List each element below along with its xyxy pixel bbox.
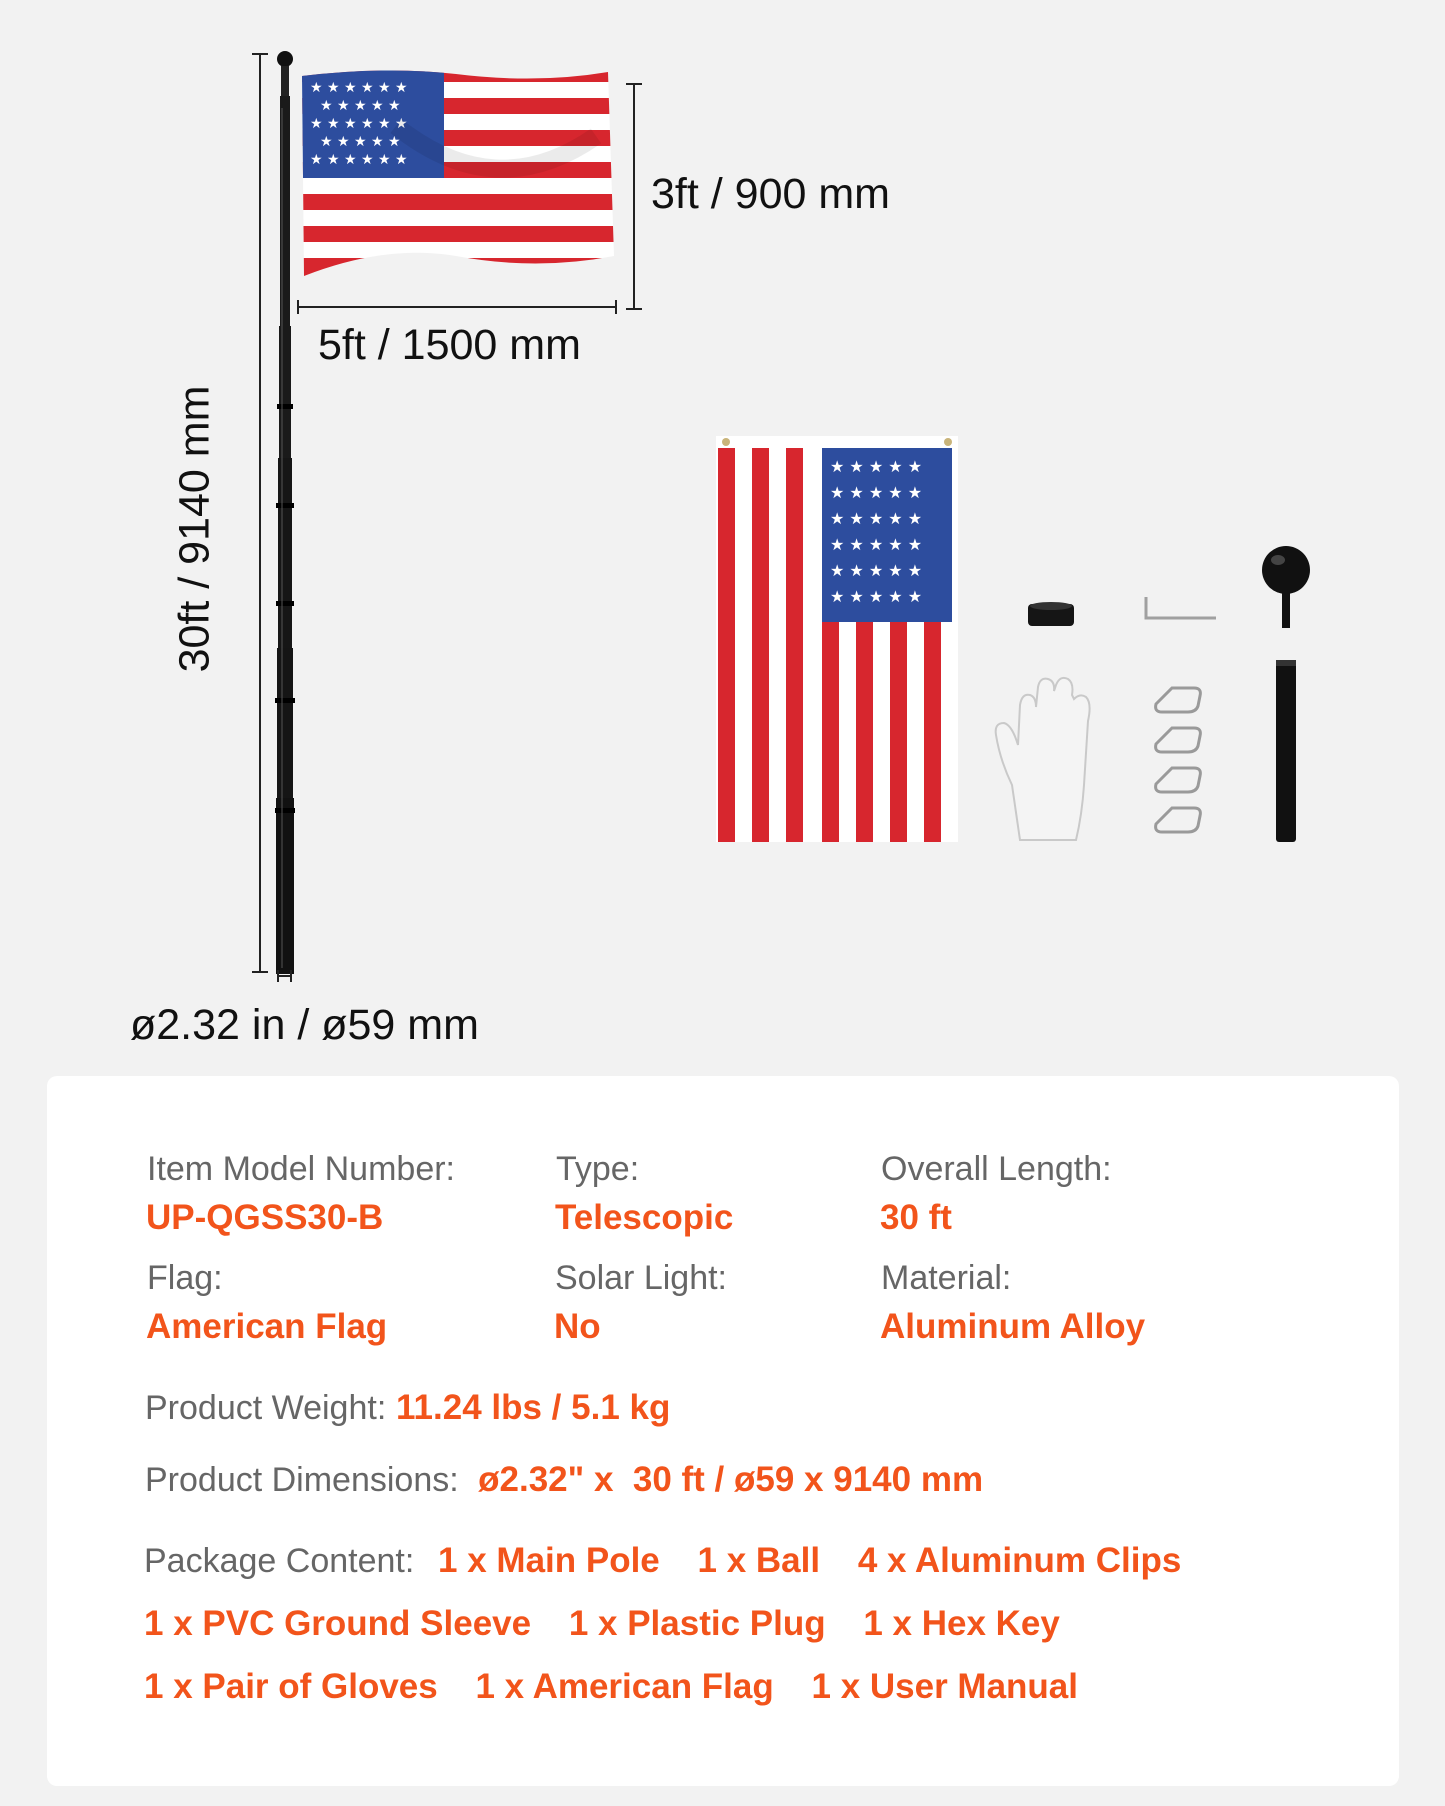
- hanging-american-flag: [716, 436, 958, 842]
- svg-text:★ ★ ★ ★ ★: ★ ★ ★ ★ ★: [830, 509, 923, 528]
- flag-label: Flag:: [147, 1259, 223, 1297]
- package-row-2: [144, 1604, 1088, 1644]
- product-dimensions-value: ø2.32" x 30 ft / ø59 x 9140 mm: [478, 1460, 984, 1499]
- flag-width-tick-right: [615, 300, 617, 314]
- svg-text:★ ★ ★ ★ ★: ★ ★ ★ ★ ★: [830, 561, 923, 580]
- pole-diameter-label: ø2.32 in / ø59 mm: [130, 1001, 479, 1049]
- package-row-3: [144, 1667, 1106, 1707]
- svg-text:★ ★ ★ ★ ★ ★: ★ ★ ★ ★ ★ ★: [310, 152, 408, 168]
- plastic-plug-icon: [1026, 600, 1076, 628]
- product-weight-label: Product Weight:: [145, 1389, 387, 1427]
- pole-length-tick-top: [252, 53, 268, 55]
- svg-text:★ ★ ★ ★ ★ ★: ★ ★ ★ ★ ★ ★: [310, 116, 408, 132]
- package-item: 1 x American Flag: [475, 1667, 774, 1706]
- ground-sleeve-icon: [1274, 660, 1298, 842]
- svg-text:★ ★ ★ ★ ★: ★ ★ ★ ★ ★: [830, 457, 923, 476]
- aluminum-clips-icon: [1150, 684, 1206, 844]
- product-weight-value: 11.24 lbs / 5.1 kg: [396, 1388, 671, 1427]
- pole-length-tick-bottom: [252, 971, 268, 973]
- pole-length-label: 30ft / 9140 mm: [170, 385, 219, 673]
- package-item: 1 x Main Pole: [438, 1541, 660, 1580]
- flag-value: American Flag: [146, 1307, 388, 1346]
- flag-width-label: 5ft / 1500 mm: [318, 321, 581, 369]
- solar-light-label: Solar Light:: [555, 1259, 727, 1297]
- package-item: 1 x Pair of Gloves: [144, 1667, 438, 1706]
- material-value: Aluminum Alloy: [880, 1307, 1146, 1346]
- flag-width-line: [298, 306, 616, 308]
- svg-text:★ ★ ★ ★ ★: ★ ★ ★ ★ ★: [830, 535, 923, 554]
- svg-text:★ ★ ★ ★ ★: ★ ★ ★ ★ ★: [830, 483, 923, 502]
- model-number-value: UP-QGSS30-B: [146, 1198, 384, 1237]
- svg-text:★ ★ ★ ★ ★: ★ ★ ★ ★ ★: [320, 134, 401, 150]
- package-item: 4 x Aluminum Clips: [857, 1541, 1182, 1580]
- spec-card: [47, 1076, 1399, 1786]
- material-label: Material:: [881, 1259, 1012, 1297]
- hex-key-icon: [1143, 594, 1219, 624]
- flag-height-line: [633, 84, 635, 309]
- model-number-label: Item Model Number:: [147, 1150, 455, 1188]
- package-item: 1 x PVC Ground Sleeve: [144, 1604, 532, 1643]
- package-row-1: [144, 1541, 1209, 1581]
- package-item: 1 x Plastic Plug: [568, 1604, 826, 1643]
- product-dimensions-label: Product Dimensions:: [145, 1461, 459, 1499]
- waving-american-flag: [296, 66, 616, 278]
- overall-length-label: Overall Length:: [881, 1150, 1112, 1188]
- diameter-line: [277, 975, 292, 977]
- flag-width-tick-left: [297, 300, 299, 314]
- svg-text:★ ★ ★ ★ ★ ★: ★ ★ ★ ★ ★ ★: [310, 80, 408, 96]
- package-content-label: Package Content:: [144, 1542, 415, 1580]
- pole-length-dimension-line: [259, 54, 261, 972]
- product-weight-row: [145, 1388, 670, 1428]
- ball-icon: [1260, 544, 1312, 630]
- flag-height-tick-bottom: [626, 308, 642, 310]
- flag-height-label: 3ft / 900 mm: [651, 170, 890, 218]
- flag-height-tick-top: [626, 83, 642, 85]
- package-item: 1 x Hex Key: [863, 1604, 1060, 1643]
- svg-text:★ ★ ★ ★ ★: ★ ★ ★ ★ ★: [320, 98, 401, 114]
- overall-length-value: 30 ft: [880, 1198, 952, 1237]
- solar-light-value: No: [554, 1307, 601, 1346]
- package-item: 1 x Ball: [697, 1541, 821, 1580]
- product-dimensions-row: [145, 1460, 983, 1500]
- glove-icon: [990, 665, 1105, 845]
- type-label: Type:: [556, 1150, 640, 1188]
- type-value: Telescopic: [555, 1198, 734, 1237]
- package-item: 1 x User Manual: [811, 1667, 1078, 1706]
- svg-text:★ ★ ★ ★ ★: ★ ★ ★ ★ ★: [830, 587, 923, 606]
